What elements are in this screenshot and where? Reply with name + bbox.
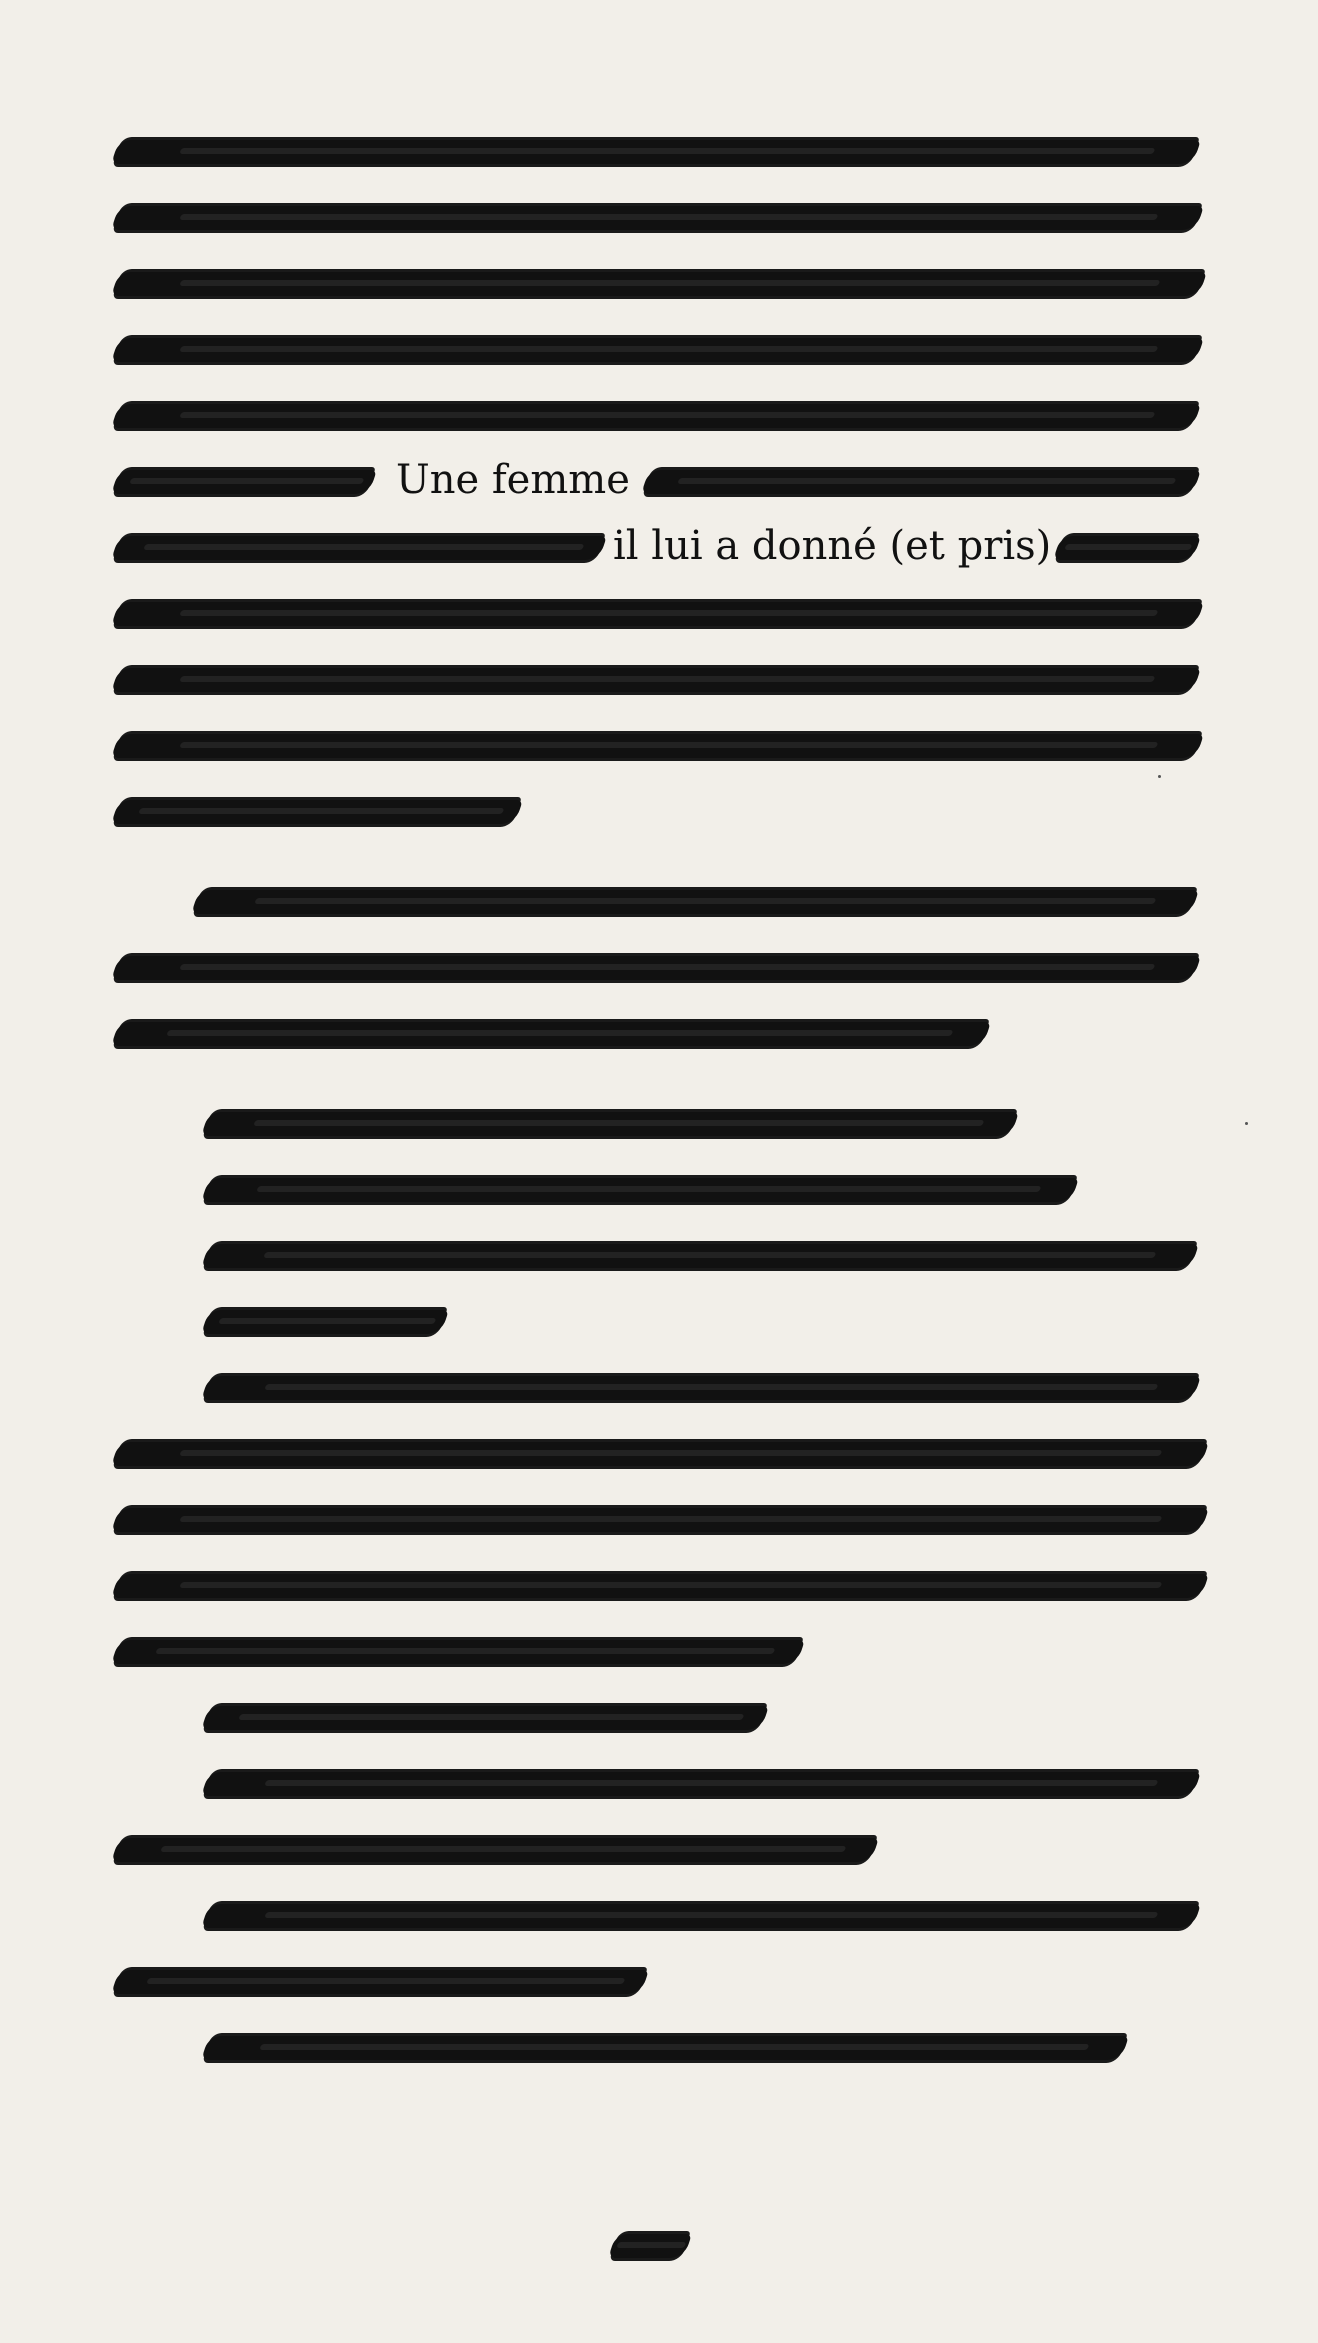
text-line <box>115 936 1205 1002</box>
text-line <box>115 1290 1205 1356</box>
paper-speck <box>1245 1122 1248 1125</box>
text-line <box>115 870 1205 936</box>
redaction-stroke <box>201 1904 1201 1928</box>
redaction-stroke <box>111 602 1204 626</box>
text-line <box>115 2016 1205 2082</box>
text-line <box>115 252 1205 318</box>
paper-speck <box>1158 775 1161 778</box>
redaction-stroke <box>111 140 1201 164</box>
redaction-stroke <box>111 206 1204 230</box>
text-line <box>115 1092 1205 1158</box>
text-line <box>115 450 1205 516</box>
text-line <box>115 1620 1205 1686</box>
redaction-stroke <box>111 1574 1209 1598</box>
redaction-stroke <box>111 1442 1209 1466</box>
redaction-stroke <box>111 1970 649 1994</box>
redaction-stroke <box>111 956 1201 980</box>
text-line <box>115 1224 1205 1290</box>
text-line <box>115 318 1205 384</box>
redaction-stroke <box>201 1244 1199 1268</box>
redaction-stroke <box>1053 536 1201 560</box>
text-line <box>115 648 1205 714</box>
visible-phrase: il lui a donné (et pris) <box>607 522 1057 570</box>
text-line <box>115 1554 1205 1620</box>
text-line <box>115 582 1205 648</box>
redaction-stroke <box>111 734 1204 758</box>
redaction-stroke <box>201 1772 1201 1796</box>
redaction-stroke <box>201 1112 1019 1136</box>
text-line <box>115 516 1205 582</box>
text-line <box>115 120 1205 186</box>
text-line <box>115 186 1205 252</box>
page-number-redacted <box>612 2228 692 2264</box>
text-line <box>115 1488 1205 1554</box>
text-line <box>115 1356 1205 1422</box>
redaction-stroke <box>191 890 1199 914</box>
redaction-stroke <box>111 1838 879 1862</box>
text-line <box>115 780 1205 846</box>
text-line <box>115 1884 1205 1950</box>
redaction-stroke <box>201 1706 769 1730</box>
redaction-stroke <box>111 272 1207 296</box>
text-line <box>115 384 1205 450</box>
redaction-stroke <box>201 1376 1201 1400</box>
redaction-stroke <box>201 2036 1129 2060</box>
redaction-stroke <box>111 536 607 560</box>
redaction-stroke <box>201 1310 449 1334</box>
text-line <box>115 1686 1205 1752</box>
redaction-stroke <box>111 800 523 824</box>
text-line <box>115 1752 1205 1818</box>
redaction-stroke <box>201 1178 1079 1202</box>
redaction-stroke <box>111 1508 1209 1532</box>
visible-phrase: Une femme <box>390 456 636 504</box>
redaction-stroke <box>111 470 377 494</box>
text-line <box>115 1158 1205 1224</box>
text-line <box>115 1002 1205 1068</box>
redaction-stroke <box>111 1022 991 1046</box>
redaction-stroke <box>111 338 1204 362</box>
redaction-stroke <box>608 2234 692 2258</box>
text-line <box>115 714 1205 780</box>
text-line <box>115 1422 1205 1488</box>
text-line <box>115 1818 1205 1884</box>
redaction-stroke <box>111 668 1201 692</box>
redacted-text-block <box>115 120 1205 2082</box>
redaction-stroke <box>641 470 1201 494</box>
redaction-stroke <box>111 1640 805 1664</box>
text-line <box>115 1950 1205 2016</box>
redaction-stroke <box>111 404 1201 428</box>
